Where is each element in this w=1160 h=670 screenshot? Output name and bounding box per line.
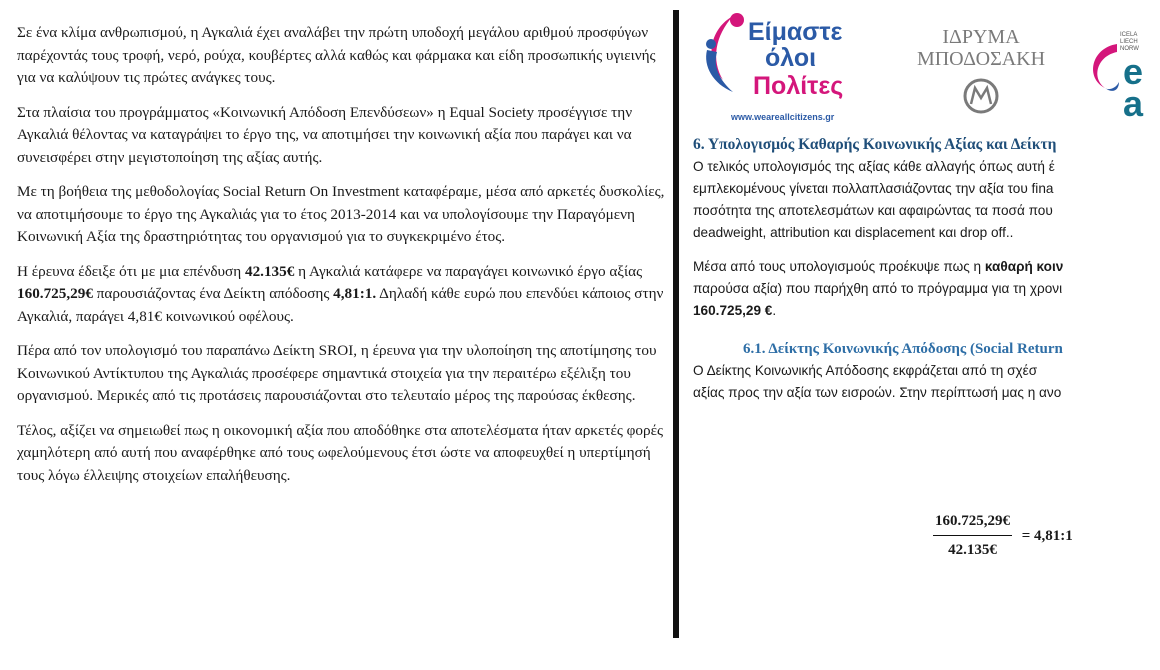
paragraph-findings: Πέρα από τον υπολογισμό του παραπάνω Δείκτη SROI, η έρευνα για την υλοποίηση της αποτίμησης του Κοινωνικού Αντίκτυπου της Αγκαλιάς προσέφερε σημαντικά στοιχεία για την περαιτέρω εξέλιξη του οργανισμού. Μερικές από τις προτάσεις παρουσιάζονται στο τελευταίο μέρος της παρούσας έκθεσης.: [17, 342, 657, 404]
column-divider: [673, 10, 679, 638]
net-value-bold-text: καθαρή κοιν: [984, 259, 1064, 274]
section-6-1-line-1: Ο Δείκτης Κοινωνικής Απόδοσης εκφράζεται από τη σχέσ: [693, 363, 1038, 378]
logo3-small-text: ICELA LIECH NORW: [1120, 32, 1139, 52]
section-6-line-1: Ο τελικός υπολογισμός της αξίας κάθε αλλαγής όπως αυτή έ: [693, 159, 1055, 174]
paragraph-conclusion: Τέλος, αξίζει να σημειωθεί πως η οικονομική αξία που αποδόθηκε στα αποτελέσματα ήταν αρκετές φορές χαμηλότερη από αυτή που αναφέρθηκε από τους ωφελούμενους έτσι ώστε να αποφευχθεί η υπερτίμησή τους λόγω έλλειψης στοιχείων επαλήθευσης.: [17, 421, 663, 484]
logo2-line2: ΜΠΟΔΟΣΑΚΗ: [916, 48, 1046, 70]
research-text-2: η Αγκαλιά κατάφερε να παραγάγει κοινωνικό έργο αξίας: [294, 262, 643, 280]
section-6-line-4: deadweight, attribution και displacement και drop off..: [693, 225, 1014, 240]
paragraph-intro: Σε ένα κλίμα ανθρωπισμού, η Αγκαλιά έχει αναλάβει την πρώτη υποδοχή μεγάλου αριθμού προσφύγων παρέχοντάς τους τροφή, νερό, ρούχα, κουβέρτες αλλά καθώς και φάρμακα και είδη προσωπικής υγιεινής για να καλύψουν τις πρώτες ανάγκες τους.: [17, 24, 656, 86]
net-value-period: .: [772, 303, 777, 318]
research-text-4: Δηλαδή κάθε ευρώ που επενδύει κάποιος στην Αγκαλιά, παράγει 4,81€ κοινωνικού οφέλους.: [17, 285, 664, 325]
logo3-big-text: e a: [1123, 51, 1144, 124]
social-value-amount: 160.725,29€: [17, 285, 93, 302]
section-6-heading: 6. Υπολογισμός Καθαρής Κοινωνικής Αξίας και Δείκτη: [693, 136, 1057, 153]
bodossaki-foundation-logo: [911, 26, 1051, 121]
research-text-3: παρουσιάζοντας ένα Δείκτη απόδοσης: [92, 285, 334, 302]
paragraph-methodology: Με τη βοήθεια της μεθοδολογίας Social Return On Investment καταφέραμε, μέσα από αρκετές δυσκολίες, να αποτιμήσουμε το έργο της Αγκαλιάς για το έτος 2013-2014 και να υπολογίσουμε την Παραγόμενη Κοινωνική Αξία της δραστηριότητας του οργανισμού για το συγκεκριμένο έτος.: [17, 183, 665, 245]
eea-grants-logo: [1083, 20, 1160, 124]
formula-denominator: 42.135€: [948, 542, 997, 558]
paragraph-program: Στα πλαίσια του προγράμματος «Κοινωνική Απόδοση Επενδύσεων» η Equal Society προσέγγισε την Αγκαλιά θέλοντας να καταγράψει το έργο της, να αποτιμήσει την κοινωνική αξία που παράγει και να συνεισφέρει στην μεγιστοποίηση της αξίας αυτής.: [17, 103, 633, 166]
bodossaki-emblem-icon: [961, 76, 1001, 116]
logo1-url: www.weareallcitizens.gr: [731, 112, 835, 122]
section-6-1-line-2: αξίας προς την αξία των εισροών. Στην περίπτωσή μας η ανο: [693, 385, 1062, 400]
net-value-line-3: [693, 300, 1160, 322]
we-are-all-citizens-logo: [693, 10, 893, 120]
sroi-formula: [933, 510, 1073, 561]
logo1-line1: Είμαστε: [748, 18, 843, 46]
net-value-amount: 160.725,29 €: [693, 303, 773, 318]
investment-amount: 42.135€: [244, 262, 295, 280]
report-left-column: [17, 22, 667, 499]
logo1-line2: όλοι: [765, 44, 817, 72]
logo1-line3: Πολίτες: [753, 72, 844, 100]
net-value-line-1: [693, 256, 1160, 278]
net-value-text: Μέσα από τους υπολογισμούς προέκυψε πως η: [693, 259, 985, 274]
logo2-line1: ΙΔΡΥΜΑ: [942, 26, 1020, 48]
paragraph-research-results: [17, 261, 667, 329]
eea-grants-swirl-icon: [1083, 38, 1123, 108]
net-value-line-2: παρούσα αξία) που παρήχθη από το πρόγραμμα για τη χρονι: [693, 281, 1063, 296]
sroi-fraction: [933, 510, 1012, 561]
sponsor-logos: [693, 0, 1160, 124]
report-right-column: [693, 0, 1160, 670]
section-6-line-2: εμπλεκομένους γίνεται πολλαπλασιάζοντας την αξία του fina: [693, 181, 1054, 196]
section-6-1-heading: 6.1. Δείκτης Κοινωνικής Απόδοσης (Social Return: [743, 341, 1063, 357]
research-text-1: Η έρευνα έδειξε ότι με μια επένδυση: [17, 262, 245, 280]
citizens-swirl-icon: [693, 10, 753, 100]
formula-result: = 4,81:1: [1021, 527, 1073, 544]
sroi-ratio: 4,81:1.: [333, 285, 377, 302]
formula-numerator: 160.725,29€: [933, 510, 1012, 536]
section-6-line-3: ποσότητα της αποτελεσμάτων και αφαιρώντας τα ποσά που: [693, 203, 1053, 218]
